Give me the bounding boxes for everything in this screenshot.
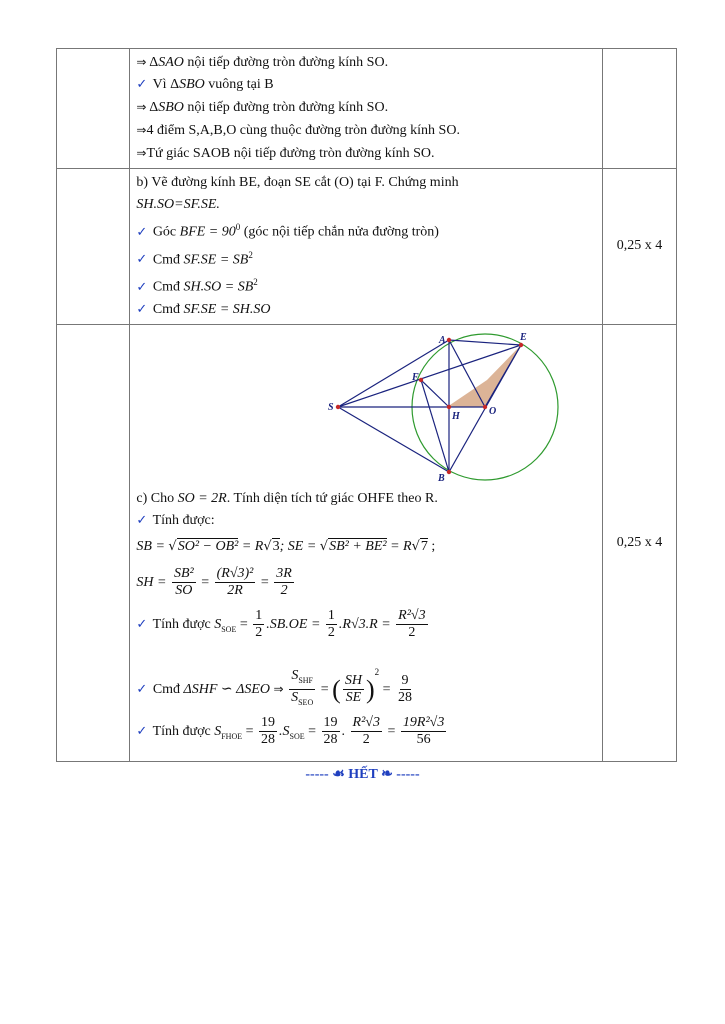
- numerator: 1: [327, 608, 335, 624]
- line-cyclic: [136, 142, 602, 165]
- numerator: 3R: [276, 566, 292, 582]
- line-text: vuông tại B: [204, 77, 274, 92]
- line-ae: [449, 340, 521, 345]
- label-b: B: [438, 472, 446, 484]
- numerator: [289, 668, 315, 690]
- numerator: 19: [323, 715, 338, 731]
- denominator: [289, 690, 315, 711]
- sqrt-icon: √: [168, 538, 177, 554]
- line-sbo: ⇒ ΔSBO nội tiếp đường tròn đường kính SO.: [136, 100, 389, 115]
- degree-sup: 0: [235, 222, 241, 232]
- subscript: SHF: [298, 676, 314, 686]
- radicand: SO² − OB²: [177, 538, 239, 554]
- math-expr: S: [291, 668, 299, 684]
- math-expr: SB =: [136, 538, 169, 554]
- line-4-points: [136, 119, 602, 142]
- line-text: nội tiếp đường tròn đường kính SO.: [183, 100, 389, 115]
- implies-icon: ⇒: [136, 100, 147, 114]
- denominator: 28: [261, 732, 276, 748]
- math-expr: ;: [431, 538, 436, 554]
- denominator: 2: [408, 625, 416, 641]
- implies-icon: ⇒: [136, 146, 147, 160]
- math-expr: SH.SO = SB: [183, 279, 254, 295]
- point-e: [519, 343, 523, 347]
- subscript: SOE: [221, 624, 237, 634]
- math-expr: S: [291, 690, 299, 706]
- math-expr: SH =: [136, 574, 170, 590]
- line-conclusion: [136, 299, 602, 321]
- part-c-prompt: [136, 488, 602, 510]
- square-sup: 2: [253, 277, 258, 288]
- line-pre: Tính được: [152, 616, 215, 632]
- part-b-claim: SH.SO=SF.SE.: [136, 197, 220, 212]
- check-icon: ✓: [136, 512, 148, 528]
- implies-icon: ⇒: [273, 681, 284, 696]
- line-pre: c) Cho: [136, 490, 178, 506]
- end-marker: ----- ☙ HẾT ❧ -----: [305, 767, 420, 782]
- line-sao: ⇒ ΔSAO nội tiếp đường tròn đường kính SO.: [136, 55, 389, 70]
- denominator: 2: [327, 625, 335, 641]
- implies-icon: ⇒: [136, 55, 147, 69]
- score-cell: 0,25 x 4: [603, 169, 677, 325]
- label-h: H: [452, 410, 461, 422]
- line-sh-so: [136, 271, 602, 299]
- label-o: O: [489, 405, 497, 417]
- line-text: Tứ giác SAOB nội tiếp đường tròn đường kính SO.: [146, 146, 435, 161]
- numerator: SB²: [173, 566, 194, 582]
- line-pre: Cmđ: [152, 279, 184, 295]
- numerator: (R√3)²: [216, 566, 254, 582]
- math-expr: ΔSHF ∽ ΔSEO: [183, 681, 271, 697]
- score-cell: [603, 49, 677, 169]
- check-icon: ✓: [136, 77, 148, 92]
- fraction: [396, 608, 427, 641]
- label-a: A: [439, 334, 447, 346]
- fraction: [253, 608, 264, 641]
- line-text: 4 điểm S,A,B,O cùng thuộc đường tròn đường kính SO.: [146, 123, 460, 138]
- subscript: SOE: [289, 731, 305, 741]
- line-text: (góc nội tiếp chắn nửa đường tròn): [240, 224, 439, 240]
- fraction: [401, 715, 446, 748]
- numerator: R²√3: [398, 608, 426, 624]
- sqrt-icon: √: [319, 538, 329, 554]
- tri-name: SBO: [158, 100, 184, 115]
- denominator: 28: [398, 690, 413, 706]
- fraction: [172, 566, 196, 599]
- line-text: nội tiếp đường tròn đường kính SO.: [183, 55, 389, 70]
- geometry-figure: [136, 325, 596, 485]
- tri-name: SAO: [158, 55, 184, 70]
- line-pre: Cmđ: [152, 252, 184, 268]
- line-pre: Cmđ: [152, 301, 184, 317]
- math-expr: .S: [279, 723, 290, 739]
- denominator: 2R: [227, 583, 243, 599]
- fraction: [326, 608, 337, 641]
- line-text: Tính được:: [152, 512, 215, 528]
- math-expr: SF.SE = SB: [183, 252, 249, 268]
- denominator: 28: [323, 732, 338, 748]
- square-sup: 2: [248, 249, 253, 260]
- math-expr: .R√3.R =: [338, 616, 395, 632]
- line-eo: [485, 345, 521, 407]
- answer-table: [56, 48, 677, 762]
- fraction: [343, 673, 364, 706]
- subscript: SEO: [298, 697, 314, 707]
- fraction: [274, 566, 294, 599]
- eq-soe: ✓ Tính được $S_{SOE}$ = $\frac{1}{2}$ .SB.OE = $\frac{1}{2}$ .R√3.R = $\frac{\text{R²√3}}{2}$: [136, 608, 426, 641]
- math-expr: ; SE =: [279, 538, 320, 554]
- numerator: R²√3: [352, 715, 380, 731]
- line-pre: Cmđ: [152, 681, 184, 697]
- content-cell: [130, 169, 603, 325]
- subscript: FHOE: [221, 731, 243, 741]
- fraction: [351, 715, 382, 748]
- radicand: SB² + BE²: [329, 538, 387, 554]
- line-sf-se: [136, 244, 602, 272]
- paren-left: (: [332, 674, 341, 704]
- numerator: 19R²√3: [402, 715, 445, 731]
- eq-sh: SH = $\frac{\text{SB²}}{SO}$ = $\frac{\text{(R√3)²}}{2R}$ = $\frac{3R}{2}$: [136, 566, 292, 599]
- check-icon: ✓: [136, 723, 148, 739]
- part-b-title: b) Vẽ đường kính BE, đoạn SE cắt (O) tại F. Chứng minh: [136, 175, 459, 190]
- sqrt-icon: √: [263, 538, 272, 554]
- math-expr: SF.SE = SH.SO: [183, 301, 271, 317]
- point-f: [419, 378, 423, 382]
- fraction: [259, 715, 277, 748]
- tri-name: SBO: [179, 77, 205, 92]
- point-a: [447, 338, 451, 342]
- math-expr: S: [214, 723, 222, 739]
- check-icon: ✓: [136, 616, 148, 632]
- line-pre: Tính được: [152, 723, 215, 739]
- math-expr: .SB.OE =: [266, 616, 324, 632]
- implies-icon: ⇒: [136, 123, 147, 137]
- numerator: SH: [344, 673, 362, 689]
- check-icon: ✓: [136, 279, 148, 295]
- row-part-a-end: [57, 49, 677, 169]
- radicand: 7: [420, 538, 428, 554]
- empty-cell: [57, 169, 130, 325]
- point-o: [483, 405, 487, 409]
- denominator: 2: [255, 625, 263, 641]
- quad-ohfe-fill: [447, 345, 521, 407]
- numerator: 9: [401, 673, 409, 689]
- line-pre: Góc: [152, 224, 180, 240]
- point-s: [336, 405, 340, 409]
- fraction: [289, 668, 315, 711]
- math-expr: = R: [386, 538, 412, 554]
- denominator: 2: [362, 732, 370, 748]
- paren-right: ): [365, 674, 375, 704]
- line-pre: Vì: [152, 77, 171, 92]
- label-f: F: [412, 371, 420, 383]
- fraction: [396, 673, 414, 706]
- point-b: [447, 470, 451, 474]
- numerator: 19: [261, 715, 276, 731]
- row-part-b: [57, 169, 677, 325]
- check-icon: ✓: [136, 224, 148, 240]
- sqrt-icon: √: [411, 538, 420, 554]
- check-icon: ✓: [136, 252, 148, 268]
- line-bfe: [136, 216, 602, 244]
- line-text: . Tính diện tích tứ giác OHFE theo R.: [226, 490, 438, 506]
- check-icon: ✓: [136, 681, 148, 697]
- point-h: [447, 405, 451, 409]
- denominator: SE: [345, 690, 362, 706]
- numerator: 1: [255, 608, 263, 624]
- math-expr: SO = 2R: [177, 490, 227, 506]
- square-sup: 2: [374, 666, 380, 677]
- line-sbo-right: ✓ Vì ΔSBO vuông tại B: [136, 77, 274, 92]
- fraction: [215, 566, 256, 599]
- label-s: S: [328, 401, 334, 413]
- fraction: [322, 715, 340, 748]
- denominator: 56: [416, 732, 431, 748]
- eq-similar: ✓ Cmđ ΔSHF ∽ ΔSEO ⇒ $\frac{S_{SHF}}{S_{SEO}}$ = ( $\frac{SH}{SE}$ )$^2$ = $\frac{9}{28}$: [136, 651, 602, 711]
- eq-fhoe: ✓ Tính được $S_{FHOE}$ = $\frac{19}{28}$ $.S_{SOE}$ = $\frac{19}{28}$ . $\frac{\text{R²√3}}{2}$ = $\frac{\text{19R²√3}}{56}$: [136, 715, 445, 748]
- content-cell: [130, 49, 603, 169]
- empty-cell: [57, 324, 130, 761]
- math-expr: BFE = 90: [179, 224, 236, 240]
- eq-sb-se: [136, 532, 602, 562]
- math-expr: = R: [238, 538, 264, 554]
- line-sa: [338, 340, 449, 407]
- empty-cell: [57, 49, 130, 169]
- score-cell: 0,25 x 4: [603, 324, 677, 761]
- label-e: E: [520, 331, 528, 343]
- denominator: SO: [175, 583, 193, 599]
- radicand: 3: [272, 538, 280, 554]
- denominator: 2: [280, 583, 288, 599]
- check-icon: ✓: [136, 301, 148, 317]
- row-part-c: [57, 324, 677, 761]
- math-expr: S: [214, 616, 222, 632]
- content-cell: [130, 324, 603, 761]
- line-calc: [136, 510, 602, 532]
